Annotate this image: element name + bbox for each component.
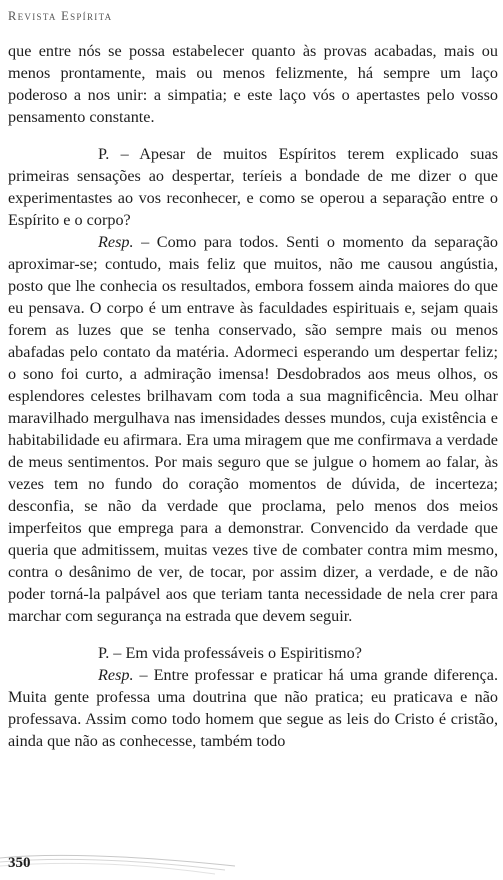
question-1: P. – Apesar de muitos Espíritos terem explicado suas primeiras sensações ao despertar, teríeis a bondade de me dizer o que experimentastes ao vos reconhecer, e como se operou a separação entre o Espírito e o corpo?	[8, 145, 498, 229]
question-2: P. – Em vida professáveis o Espiritismo?	[98, 644, 362, 662]
page-number: 350	[8, 855, 31, 871]
answer-2-text: – Entre professar e praticar há uma grande diferença. Muita gente professa uma doutrina que não pratica; eu praticava e não professava. Assim como todo homem que segue as leis do Cristo é cristão, ainda que não as conhecesse, também todo	[8, 666, 498, 750]
answer-1-text: – Como para todos. Senti o momento da separação aproximar-se; contudo, mais feliz que muitos, não me causou angústia, posto que lhe conhecia os resultados, embora fossem ainda maiores do que eu pensava. O corpo é um entrave às faculdades espirituais e, sejam quais forem as luzes que se tenha conservado, são sempre mais ou menos abafadas pelo contato da matéria. Adormeci esperando um despertar feliz; o sono foi curto, a admiração imensa! Desdobrados aos meus olhos, os esplendores celestes brilhavam com toda a sua magnificência. Meu olhar maravilhado mergulhava nas imensidades desses mundos, cuja existência e habitabilidade eu afirmara. Era uma miragem que me confirmava a verdade de meus sentimentos. Por mais seguro que se julgue o homem ao falar, às vezes tem no fundo do coração momentos de dúvida, de incerteza; desconfia, se não da verdade que proclama, pelo menos dos meios imperfeitos que emprega para a demonstrar. Convencido da verdade que queria que admitissem, muitas vezes tive de combater contra mim mesmo, contra o desânimo de ver, de tocar, por assim dizer, a verdade, e de não poder torná-la palpável aos que teriam tanta necessidade de nela crer para marchar com segurança na estrada que devem seguir.	[8, 233, 498, 625]
paragraph-continuation: que entre nós se possa estabelecer quanto às provas acabadas, mais ou menos prontamente, mais ou menos felizmente, há sempre um laço poderoso a nos unir: a simpatia; e este laço vós o apertastes pelo vosso pensamento constante.	[8, 42, 498, 126]
answer-2	[8, 664, 498, 752]
answer-1-label: Resp.	[98, 233, 134, 251]
page-corner-ornament	[0, 848, 240, 880]
answer-1	[8, 231, 498, 627]
answer-2-label: Resp.	[98, 666, 134, 684]
running-header: Revista Espírita	[8, 9, 113, 23]
page-body	[8, 40, 498, 752]
